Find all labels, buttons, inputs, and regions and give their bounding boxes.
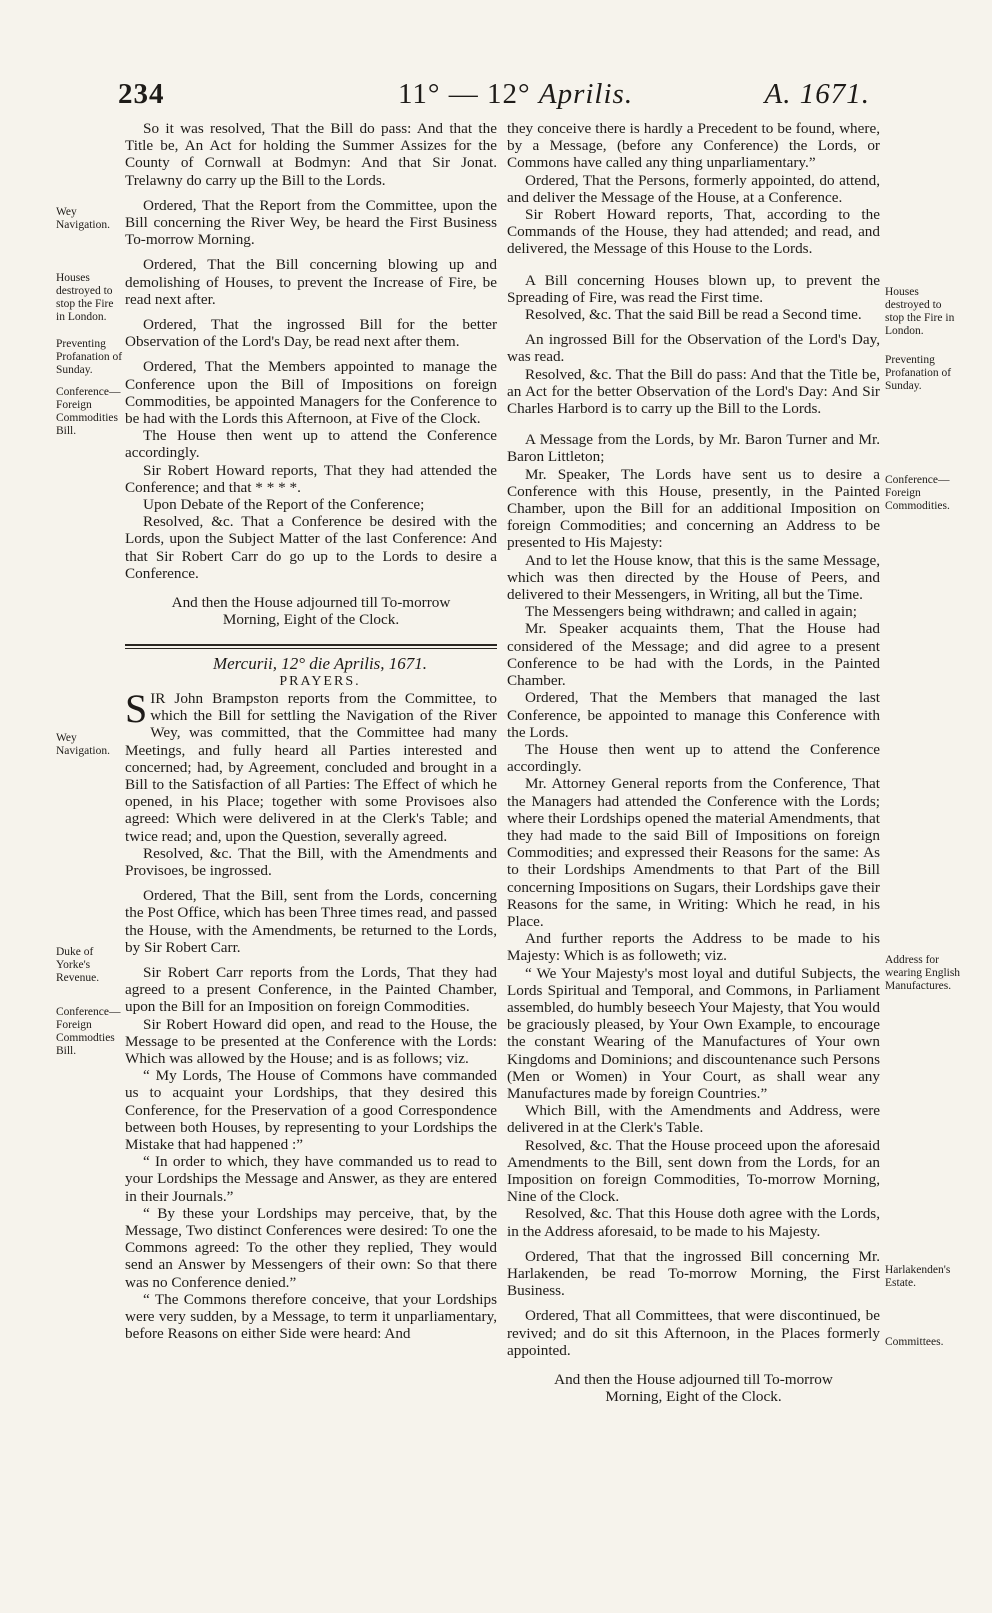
- right-paragraph: Ordered, That the Persons, formerly appointed, do attend, and deliver the Message of the House, at a Conference.: [507, 171, 880, 206]
- left-paragraph: So it was resolved, That the Bill do pass: And that the Title be, An Act for holding the Summer Assizes for the County of Cornwall at Bodmyn: And that Sir Jonat. Trelawny do carry up the Bill to the Lords.: [125, 120, 497, 189]
- right-paragraph: Resolved, &c. That this House doth agree with the Lords, in the Address aforesaid, to be made to his Majesty.: [507, 1205, 880, 1240]
- left-column: [125, 120, 497, 1342]
- right-column: [507, 120, 880, 1405]
- left-paragraph: The House then went up to attend the Conference accordingly.: [125, 427, 497, 462]
- header-days: 11° — 12°: [398, 78, 531, 110]
- left-paragraph: “ My Lords, The House of Commons have commanded us to acquaint your Lordships, that they desired this Conference, for the Preservation of a good Correspondence between both Houses, by representing to your Lordships the Mistake that had happened :”: [125, 1067, 497, 1153]
- page-number: 234: [118, 78, 165, 110]
- margin-note-harlakenden: Harlakenden's Estate.: [885, 1264, 951, 1289]
- margin-note-address-manufactures: Address for wearing English Manufactures.: [885, 954, 961, 992]
- left-paragraph: Ordered, That the Report from the Committee, upon the Bill concerning the River Wey, be heard the First Business To-morrow Morning.: [125, 196, 497, 249]
- left-paragraph-text: IR John Brampston reports from the Committee, to which the Bill for settling the Navigation of the River Wey, was committed, that the Committee had many Meetings, and fully heard all Parties interested and concerned; had, by Agreement, concluded and brought in a Bill to the Satisfaction of all Parties: The Effect of which he opened, in his Place; together with some Provisoes also agreed: Which were delivered in at the Clerk's Table; and twice read; and, upon the Question, severally agreed.: [125, 689, 497, 845]
- margin-note-duke-of-yorke: Duke of Yorke's Revenue.: [56, 946, 100, 984]
- drop-cap: S: [125, 685, 148, 731]
- header-date: [398, 78, 633, 111]
- right-paragraph: Ordered, That that the ingrossed Bill concerning Mr. Harlakenden, be read To-morrow Morning, the First Business.: [507, 1247, 880, 1300]
- margin-note-preventing-profanation: Preventing Profanation of Sunday.: [56, 338, 123, 376]
- day-heading: Mercurii, 12° die Aprilis, 1671.: [212, 654, 428, 674]
- left-paragraph: Resolved, &c. That the Bill, with the Amendments and Provisoes, be ingrossed.: [125, 844, 497, 879]
- left-paragraph: Ordered, That the Members appointed to manage the Conference upon the Bill of Impositions on foreign Commodities, be appointed Managers for the Conference to be had with the Lords this Afternoon, at Five of the Clock.: [125, 358, 497, 428]
- right-paragraph: Mr. Speaker, The Lords have sent us to desire a Conference with this House, presently, in the Painted Chamber, upon the Bill for an additional Imposition on foreign Commodities; and concerning an Address to be presented to His Majesty:: [507, 465, 880, 552]
- left-paragraph: “ The Commons therefore conceive, that your Lordships were very sudden, by a Message, to term it unparliamentary, before Reasons on either Side were heard: And: [125, 1290, 497, 1343]
- right-paragraph: A Message from the Lords, by Mr. Baron Turner and Mr. Baron Littleton;: [507, 431, 880, 466]
- adjournment-note: And then the House adjourned till To-morrow Morning, Eight of the Clock.: [554, 1371, 833, 1406]
- margin-note-conference-foreign-3: Conference— Foreign Commodities.: [885, 474, 950, 512]
- left-paragraph: Sir Robert Carr reports from the Lords, That they had agreed to a present Conference, in the Painted Chamber, upon the Bill for an Imposition on foreign Commodities.: [125, 963, 497, 1016]
- right-paragraph: Resolved, &c. That the said Bill be read a Second time.: [525, 306, 862, 324]
- margin-note-houses-destroyed-2: Houses destroyed to stop the Fire in London.: [885, 286, 955, 337]
- left-paragraph: “ By these your Lordships may perceive, that, by the Message, Two distinct Conferences were desired: To one the Commons agreed: To the other they replied, They would send an Answer by Messengers of their own: So that there was no Conference denied.”: [125, 1204, 497, 1291]
- right-paragraph: they conceive there is hardly a Precedent to be found, where, by a Message, (before any Conference) the Lords, or Commons have called any thing unparliamentary.”: [507, 120, 880, 172]
- margin-note-preventing-profanation-2: Preventing Profanation of Sunday.: [885, 354, 952, 392]
- margin-note-wey-navigation: Wey Navigation.: [56, 206, 110, 231]
- margin-note-houses-destroyed: Houses destroyed to stop the Fire in London.: [56, 272, 114, 323]
- right-paragraph: Sir Robert Howard reports, That, according to the Commands of the House, they had attended; and read, and delivered, the Message of this House to the Lords.: [507, 206, 880, 258]
- right-paragraph: The Messengers being withdrawn; and called in again;: [525, 603, 857, 621]
- margin-note-wey-navigation-2: Wey Navigation.: [56, 732, 110, 757]
- right-paragraph: “ We Your Majesty's most loyal and dutiful Subjects, the Lords Spiritual and Temporal, and Commons, in Parliament assembled, do humbly beseech Your Majesty, that You would be graciously pleased, by Your Own Example, to encourage the constant Wearing of the Manufactures of Your own Kingdoms and Dominions; and discountenance such Persons (Men or Women) in Your Court, as shall wear any Manufactures made by foreign Countries.”: [507, 964, 880, 1102]
- section-rule: [125, 644, 497, 649]
- margin-note-conference-foreign: Conference— Foreign Commodities Bill.: [56, 386, 121, 437]
- left-paragraph: Sir Robert Howard did open, and read to the House, the Message to be presented at the Conference with the Lords: Which was allowed by the House; and is as follows; viz.: [125, 1015, 497, 1067]
- left-paragraph: “ In order to which, they have commanded us to read to your Lordships the Message and Answer, as they are entered in their Journals.”: [125, 1153, 497, 1205]
- right-paragraph: And to let the House know, that this is the same Message, which was then directed by the House of Peers, and delivered to their Messengers, in Writing, all but the Time.: [507, 551, 880, 604]
- adjournment-note: And then the House adjourned till To-morrow Morning, Eight of the Clock.: [171, 594, 451, 629]
- header-month: Aprilis.: [538, 78, 634, 110]
- right-paragraph: Resolved, &c. That the House proceed upon the aforesaid Amendments to the Bill, sent down from the Lords, for an Imposition on foreign Commodities, To-morrow Morning, Nine of the Clock.: [507, 1136, 880, 1206]
- right-paragraph: Which Bill, with the Amendments and Address, were delivered in at the Clerk's Table.: [507, 1102, 880, 1137]
- left-paragraph: Ordered, That the Bill, sent from the Lords, concerning the Post Office, which has been Three times read, and passed the House, with the Amendments, be returned to the Lords, by Sir Robert Carr.: [125, 887, 497, 956]
- right-paragraph: The House then went up to attend the Conference accordingly.: [507, 740, 880, 776]
- left-paragraph: Sir Robert Howard reports, That they had attended the Conference; and that * * * *.: [125, 461, 497, 496]
- right-paragraph: A Bill concerning Houses blown up, to prevent the Spreading of Fire, was read the First time.: [507, 271, 880, 306]
- header-year: A. 1671.: [764, 78, 870, 110]
- left-paragraph: Resolved, &c. That a Conference be desired with the Lords, upon the Subject Matter of the last Conference: And that Sir Robert Carr do go up to the Lords to desire a Conference.: [125, 513, 497, 582]
- margin-note-conference-foreign-2: Conference— Foreign Commodties Bill.: [56, 1006, 121, 1057]
- right-paragraph: And further reports the Address to be made to his Majesty: Which is as followeth; viz.: [507, 930, 880, 965]
- right-paragraph: An ingrossed Bill for the Observation of the Lord's Day, was read.: [507, 331, 880, 366]
- margin-note-committees: Committees.: [885, 1336, 944, 1348]
- right-paragraph: Mr. Attorney General reports from the Conference, That the Managers had attended the Conference with the Lords; where their Lordships opened the material Amendments, that they had made to the said Bill of Impositions on foreign Commodities; and expressed their Reasons for the same: As to their Lordships Amendments to that Part of the Bill concerning Impositions on Sugars, their Lordships gave their Reasons for the same, in Writing: Which he read, in his Place.: [507, 775, 880, 930]
- left-paragraph: Upon Debate of the Report of the Conference;: [143, 496, 425, 514]
- right-paragraph: Resolved, &c. That the Bill do pass: And that the Title be, an Act for the better Observation of the Lord's Day: And Sir Charles Harbord is to carry up the Bill to the Lords.: [507, 365, 880, 418]
- page-header: [118, 78, 870, 118]
- right-paragraph: Ordered, That all Committees, that were discontinued, be revived; and do sit this Afternoon, in the Places formerly appointed.: [507, 1307, 880, 1359]
- prayers-heading: PRAYERS.: [279, 673, 361, 689]
- left-paragraph: Ordered, That the ingrossed Bill for the better Observation of the Lord's Day, be read next after them.: [125, 316, 497, 351]
- right-paragraph: Ordered, That the Members that managed the last Conference, be appointed to manage this Conference with the Lords.: [507, 689, 880, 741]
- left-paragraph-dropcap: [125, 685, 497, 845]
- right-paragraph: Mr. Speaker acquaints them, That the House had considered of the Message; and did agree to a present Conference to be had with the Lords, in the Painted Chamber.: [507, 620, 880, 690]
- left-paragraph: Ordered, That the Bill concerning blowing up and demolishing of Houses, to prevent the Increase of Fire, be read next after.: [125, 256, 497, 308]
